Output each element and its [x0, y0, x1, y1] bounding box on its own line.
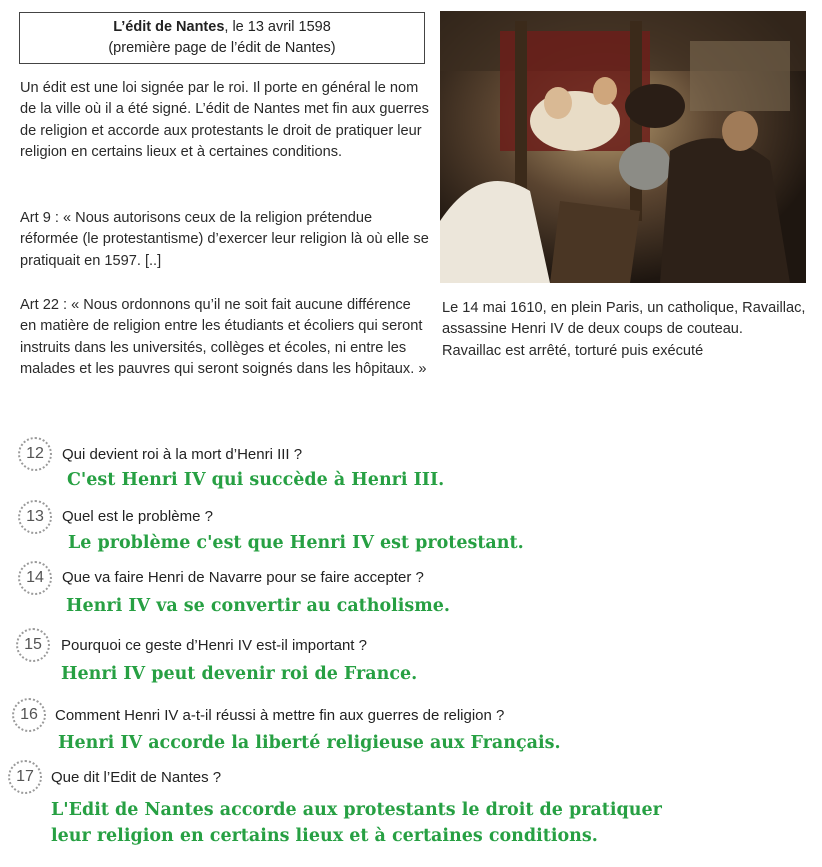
document-title: [20, 17, 424, 38]
answer-13: Le problème c'est que Henri IV est protestant.: [68, 533, 524, 553]
question-number-badge: 13: [18, 500, 52, 534]
question-13-text: Quel est le problème ?: [62, 508, 213, 525]
caption-line-2: Ravaillac est arrêté, torturé puis exécuté: [442, 342, 704, 359]
document-title-bold: L’édit de Nantes: [113, 19, 225, 35]
document-title-date: , le 13 avril 1598: [224, 19, 331, 35]
edict-definition: Un édit est une loi signée par le roi. Il porte en général le nom de la ville où il a été signé. L’édit de Nantes met fin aux guerres de religion et accorde aux protestants le droit de pratiquer leur religion en certains lieux et à certaines conditions.: [20, 80, 429, 160]
question-12-text: Qui devient roi à la mort d’Henri III ?: [62, 446, 303, 463]
article-22: Art 22 : « Nous ordonnons qu’il ne soit fait aucune différence en matière de religion entre les étudiants et écoliers qui seront instruits dans les universités, collèges et écoles, ni entre les malades et les pauvres qui seront soignés dans les hôpitaux. »: [20, 297, 427, 377]
question-15-text: Pourquoi ce geste d’Henri IV est-il important ?: [61, 637, 367, 654]
painting-caption: [442, 298, 814, 362]
answer-17-line-2: leur religion en certains lieux et à certaines conditions.: [51, 826, 598, 846]
question-number-badge: 16: [12, 698, 46, 732]
painting-image: [440, 11, 806, 283]
answer-16: Henri IV accorde la liberté religieuse aux Français.: [58, 733, 561, 753]
question-number-badge: 17: [8, 760, 42, 794]
answer-15: Henri IV peut devenir roi de France.: [61, 664, 418, 684]
question-number-badge: 12: [18, 437, 52, 471]
answer-14: Henri IV va se convertir au catholisme.: [66, 596, 451, 616]
question-16-text: Comment Henri IV a-t-il réussi à mettre fin aux guerres de religion ?: [55, 707, 505, 724]
document-title-box: [19, 12, 425, 64]
question-number-badge: 15: [16, 628, 50, 662]
article-9: Art 9 : « Nous autorisons ceux de la religion prétendue réformée (le protestantisme) d’exercer leur religion là où elle se pratiquait en 1597. [..]: [20, 210, 429, 269]
document-subtitle: (première page de l’édit de Nantes): [108, 40, 336, 56]
caption-line-1: Le 14 mai 1610, en plein Paris, un catholique, Ravaillac, assassine Henri IV de deux coups de couteau.: [442, 300, 806, 338]
question-14-text: Que va faire Henri de Navarre pour se faire accepter ?: [62, 569, 424, 586]
question-number-badge: 14: [18, 561, 52, 595]
answer-17-line-1: L'Edit de Nantes accorde aux protestants le droit de pratiquer: [51, 800, 662, 820]
assassination-painting: [440, 11, 806, 283]
answer-12: C'est Henri IV qui succède à Henri III.: [67, 470, 445, 490]
question-17-text: Que dit l’Edit de Nantes ?: [51, 769, 222, 786]
